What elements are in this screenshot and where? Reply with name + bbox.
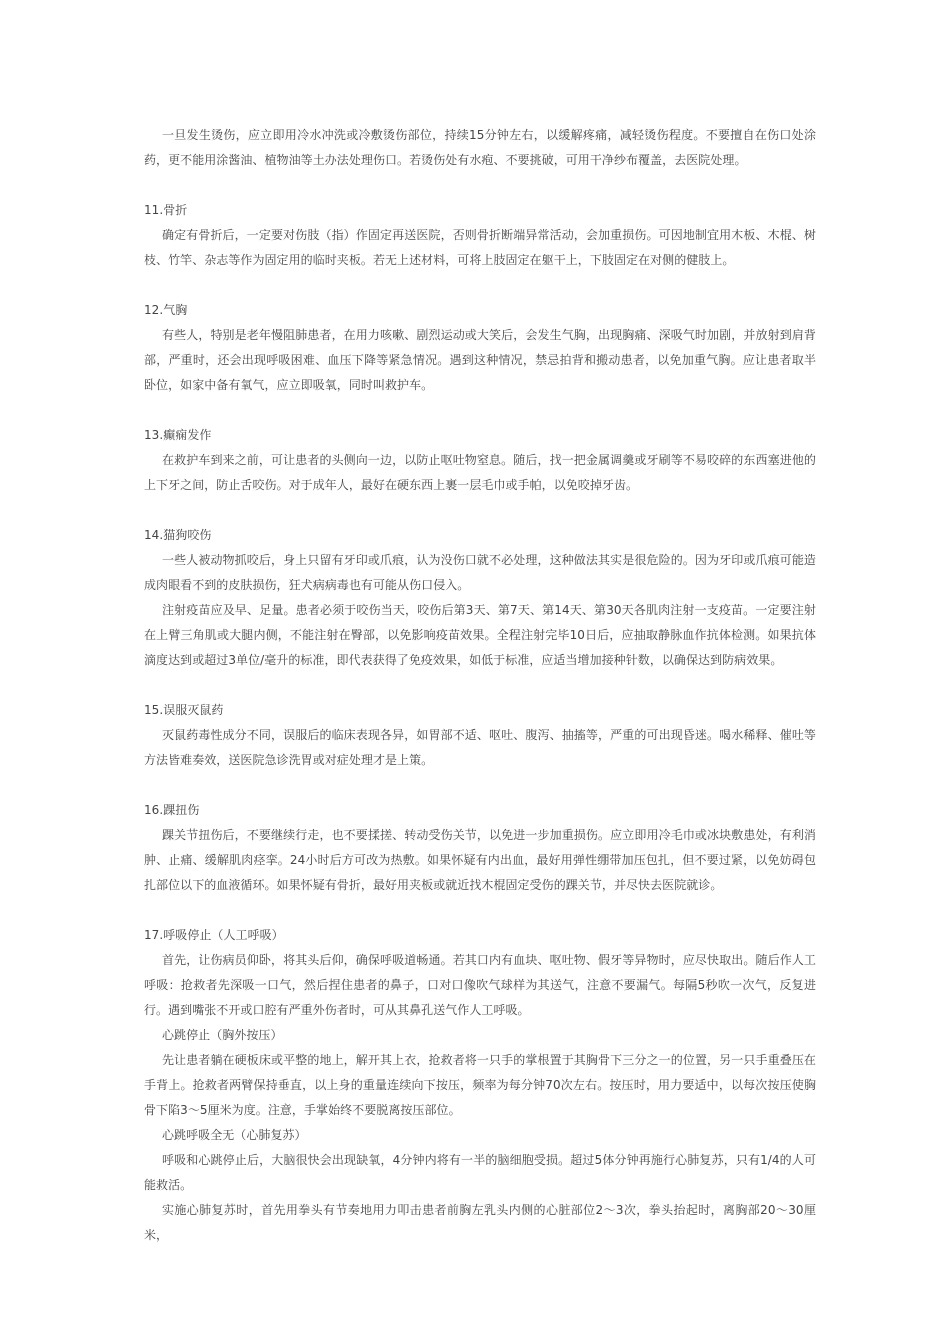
section-paragraph-epilepsy: 在救护车到来之前，可让患者的头侧向一边，以防止呕吐物窒息。随后，找一把金属调羹或牙刷等不易咬碎的东西塞进他的上下牙之间，防止舌咬伤。对于成年人，最好在硬东西上裹一层毛巾或手帕，以免咬掉牙齿。: [144, 453, 816, 492]
section-heading-fracture: 11.骨折: [144, 203, 188, 217]
paragraph-cpr-1: 呼吸和心跳停止后，大脑很快会出现缺氧，4分钟内将有一半的脑细胞受损。超过5体分钟再施行心肺复苏，只有1/4的人可能救活。: [144, 1153, 816, 1192]
section-heading-respiratory-arrest: 17.呼吸停止（人工呼吸）: [144, 928, 284, 942]
section-paragraph-fracture: 确定有骨折后，一定要对伤肢（指）作固定再送医院，否则骨折断端异常活动，会加重损伤。可因地制宜用木板、木棍、树枝、竹竿、杂志等作为固定用的临时夹板。若无上述材料，可将上肢固定在躯干上，下肢固定在对侧的健肢上。: [144, 228, 816, 267]
subheading-cardiac-arrest: 心跳停止（胸外按压）: [162, 1028, 283, 1042]
paragraph-cpr-2: 实施心肺复苏时，首先用拳头有节奏地用力叩击患者前胸左乳头内侧的心脏部位2～3次，拳头抬起时，离胸部20～30厘米，: [144, 1203, 816, 1242]
section-heading-ankle-sprain: 16.踝扭伤: [144, 803, 200, 817]
section-paragraph-rat-poison: 灭鼠药毒性成分不同，误服后的临床表现各异，如胃部不适、呕吐、腹泻、抽搐等，严重的可出现昏迷。喝水稀释、催吐等方法皆难奏效，送医院急诊洗胃或对症处理才是上策。: [144, 728, 816, 767]
section-paragraph-animal-bite-1: 一些人被动物抓咬后，身上只留有牙印或爪痕，认为没伤口就不必处理，这种做法其实是很危险的。因为牙印或爪痕可能造成肉眼看不到的皮肤损伤，狂犬病病毒也有可能从伤口侵入。: [144, 553, 816, 592]
section-heading-rat-poison: 15.误服灭鼠药: [144, 703, 224, 717]
paragraph-cardiac-arrest: 先让患者躺在硬板床或平整的地上，解开其上衣，抢救者将一只手的掌根置于其胸骨下三分之一的位置，另一只手重叠压在手背上。抢救者两臂保持垂直，以上身的重量连续向下按压，频率为每分钟70次左右。按压时，用力要适中，以每次按压使胸骨下陷3～5厘米为度。注意，手掌始终不要脱离按压部位。: [144, 1053, 816, 1117]
section-heading-animal-bite: 14.猫狗咬伤: [144, 528, 212, 542]
section-heading-pneumothorax: 12.气胸: [144, 303, 188, 317]
section-paragraph-respiratory-arrest: 首先，让伤病员仰卧，将其头后仰，确保呼吸道畅通。若其口内有血块、呕吐物、假牙等异物时，应尽快取出。随后作人工呼吸：抢救者先深吸一口气，然后捏住患者的鼻子，口对口像吹气球样为其送气，注意不要漏气。每隔5秒吹一次气，反复进行。遇到嘴张不开或口腔有严重外伤者时，可从其鼻孔送气作人工呼吸。: [144, 953, 816, 1017]
subheading-cpr: 心跳呼吸全无（心肺复苏）: [162, 1128, 307, 1142]
section-paragraph-pneumothorax: 有些人，特别是老年慢阻肺患者，在用力咳嗽、剧烈运动或大笑后，会发生气胸，出现胸痛、深吸气时加剧，并放射到肩背部，严重时，还会出现呼吸困难、血压下降等紧急情况。遇到这种情况，禁忌拍背和搬动患者，以免加重气胸。应让患者取半卧位，如家中备有氧气，应立即吸氧，同时叫救护车。: [144, 328, 816, 392]
section-heading-epilepsy: 13.癫痫发作: [144, 428, 212, 442]
section-paragraph-animal-bite-2: 注射疫苗应及早、足量。患者必须于咬伤当天，咬伤后第3天、第7天、第14天、第30天各肌肉注射一支疫苗。一定要注射在上臂三角肌或大腿内侧，不能注射在臀部，以免影响疫苗效果。全程注射完毕10日后，应抽取静脉血作抗体检测。如果抗体滴度达到或超过3单位/毫升的标准，即代表获得了免疫效果，如低于标准，应适当增加接种针数，以确保达到防病效果。: [144, 603, 816, 667]
intro-paragraph: 一旦发生烫伤，应立即用冷水冲洗或冷敷烫伤部位，持续15分钟左右，以缓解疼痛，减轻烫伤程度。不要擅自在伤口处涂药，更不能用涂酱油、植物油等土办法处理伤口。若烫伤处有水疱、不要挑破，可用干净纱布覆盖，去医院处理。: [144, 128, 816, 167]
section-paragraph-ankle-sprain: 踝关节扭伤后，不要继续行走，也不要揉搓、转动受伤关节，以免进一步加重损伤。应立即用冷毛巾或冰块敷患处，有利消肿、止痛、缓解肌肉痉挛。24小时后方可改为热敷。如果怀疑有内出血，最好用弹性绷带加压包扎，但不要过紧，以免妨碍包扎部位以下的血液循环。如果怀疑有骨折，最好用夹板或就近找木棍固定受伤的踝关节，并尽快去医院就诊。: [144, 828, 816, 892]
